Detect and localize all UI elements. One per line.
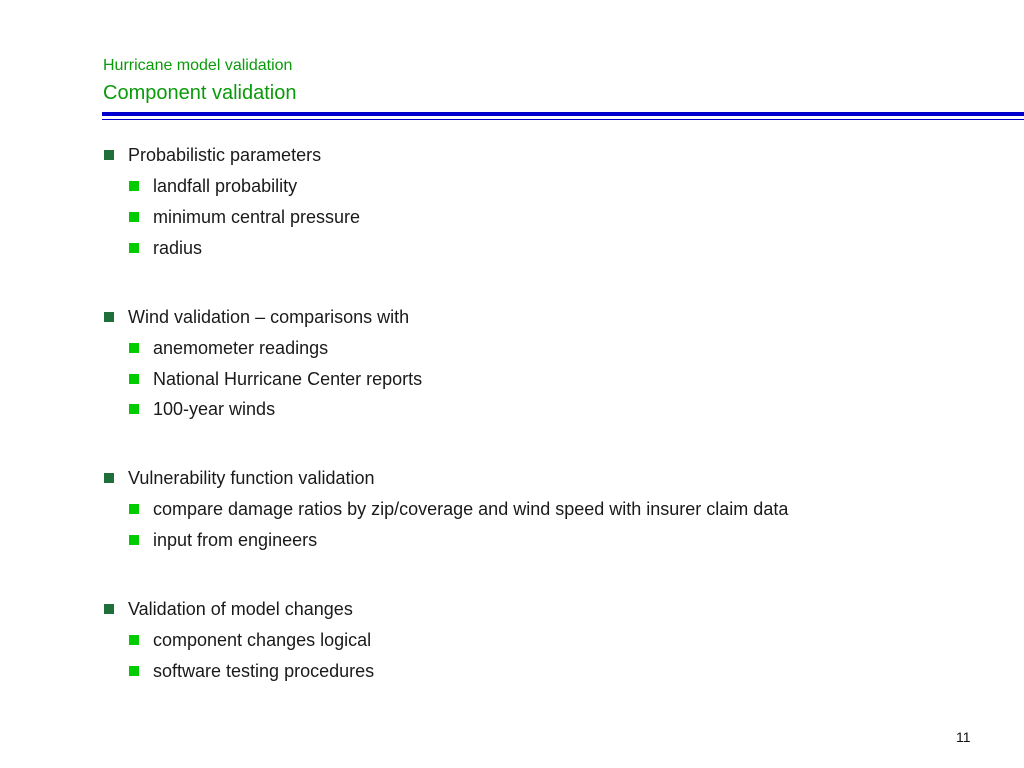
square-bullet-icon [104, 312, 114, 322]
square-bullet-icon [129, 504, 139, 514]
square-bullet-icon [104, 473, 114, 483]
sub-bullet-text: anemometer readings [153, 338, 329, 358]
slide-title: Component validation [103, 82, 297, 104]
bullet-text: Vulnerability function validation [128, 468, 375, 488]
square-bullet-icon [129, 404, 139, 414]
sub-bullet-text: component changes logical [153, 630, 372, 650]
sub-bullet-text: 100-year winds [153, 399, 276, 419]
sub-bullet-text: National Hurricane Center reports [153, 369, 423, 389]
square-bullet-icon [129, 374, 139, 384]
page-number: 11 [956, 729, 971, 745]
square-bullet-icon [129, 343, 139, 353]
square-bullet-icon [104, 150, 114, 160]
sub-bullet-text: input from engineers [153, 530, 318, 550]
square-bullet-icon [129, 635, 139, 645]
square-bullet-icon [129, 666, 139, 676]
square-bullet-icon [129, 535, 139, 545]
sub-bullet-text: minimum central pressure [153, 207, 361, 227]
bullet-text: Wind validation – comparisons with [128, 307, 410, 327]
sub-bullet-text: landfall probability [153, 176, 298, 196]
square-bullet-icon [129, 243, 139, 253]
bullet-text: Probabilistic parameters [128, 145, 322, 165]
sub-bullet-text: radius [153, 238, 203, 258]
slide-subtitle: Hurricane model validation [103, 57, 293, 74]
sub-bullet-text: software testing procedures [153, 661, 375, 681]
bullet-text: Validation of model changes [128, 599, 353, 619]
square-bullet-icon [104, 604, 114, 614]
square-bullet-icon [129, 181, 139, 191]
sub-bullet-text: compare damage ratios by zip/coverage and wind speed with insurer claim data [153, 499, 789, 519]
square-bullet-icon [129, 212, 139, 222]
